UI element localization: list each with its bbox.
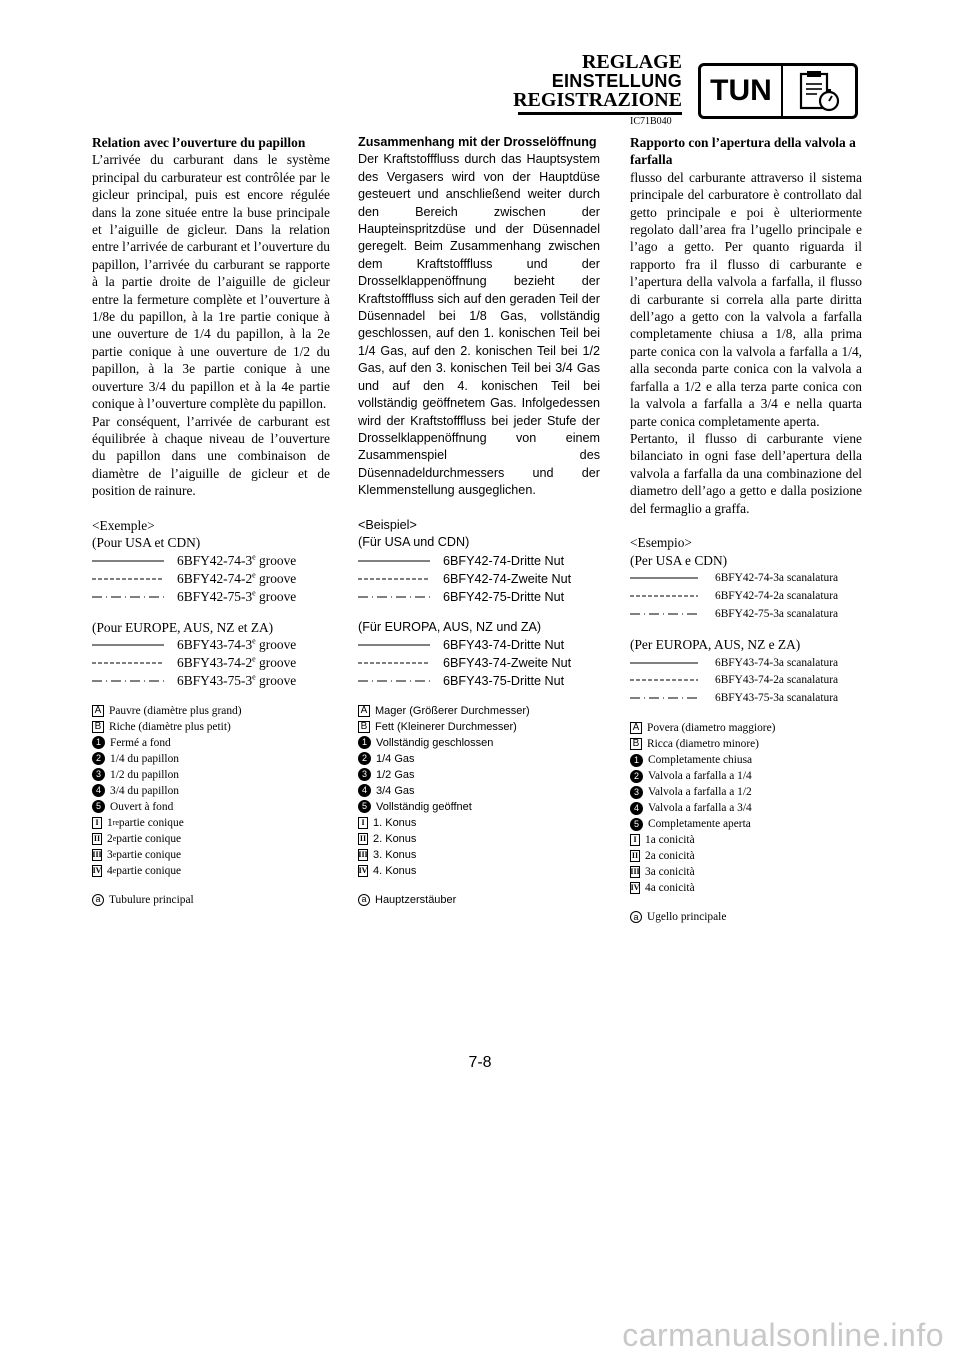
key-marker: III <box>358 849 368 859</box>
section-code: TUN <box>701 66 783 116</box>
legend-row <box>358 588 600 606</box>
key-marker: 1 <box>358 736 371 749</box>
legend-row <box>92 654 330 672</box>
key-item: 5 Completamente aperta <box>630 816 862 832</box>
solid-line-icon <box>358 559 430 563</box>
clipboard-stopwatch-icon <box>783 66 855 116</box>
key-item: II 2a conicità <box>631 850 695 863</box>
key-item: 1 Completamente chiusa <box>630 752 862 768</box>
legend-row <box>630 672 862 690</box>
header-rule <box>518 112 682 115</box>
legend-row <box>630 689 862 707</box>
key-marker: a <box>92 894 104 906</box>
body-paragraph: L’arrivée du carburant dans le système principal du carburateur est contrôlée par le gicleur principal, puis est encore régulée dans la zone située entre la buse principale et l’aiguille de gicleur. Dans la relation entre l’arrivée de carburant et l’ouverture du papillon, l’arrivée du carburant se rapporte à la partie droite de l’aiguille de gicleur entre la fermeture complète et l’ouverture à 1/8e du papillon, à la 1re partie conique à une ouverture de 1/4 du papillon, à la 2e partie conique à une ouverture de 1/2 du papillon, à la 3e partie conique à une ouverture 3/4 du papillon et à la 4e partie conique à l’ouverture complète du papillon. <box>92 152 330 412</box>
legend-row <box>92 636 330 654</box>
legend-row <box>92 672 330 690</box>
legend-text: 6BFY43-74-2e groove <box>177 654 297 670</box>
legend-row <box>630 570 862 588</box>
key-item: B Fett (Kleinerer Durchmesser) <box>358 719 600 735</box>
key-item: 2 1/4 du papillon <box>92 751 330 767</box>
body-paragraph: Der Kraftstofffluss durch das Hauptsystem des Vergasers wird von der Hauptdüse gesteuert und anschließend weiter durch den Bereich zwischen der Haupteinspritzdüse und der Düsennadel geregelt. Beim Zusammenhang zwischen dem Kraftstofffluss und der Drosselklappenöffnung bezieht der Kraftstofffluss sich auf den geraden Teil der Düsennadel bei 1/8 Gas, vollständig geschlossen, auf den 1. konischen Teil bei 1/4 Gas, auf den 2. konischen Teil bei 1/2 Gas, auf den 3. konischen Teil bei 3/4 Gas und auf den 4. konischen Teil bei vollständig geöffnetem Gas. Infolgedessen wird der Kraftstofffluss bei jeder Stufe der Drosselklappenöffnung von einem Zusammenspiel des Düsennadeldurchmessers und der Klemmenstellung ausgeglichen. <box>358 152 600 498</box>
key-item: B Riche (diamètre plus petit) <box>92 719 330 735</box>
dashed-line-icon <box>92 661 164 665</box>
legend-text: 6BFY42-74-Zweite Nut <box>443 571 572 586</box>
key-marker: II <box>359 833 367 843</box>
dashed-line-icon <box>92 577 164 581</box>
key-item: a Tubulure principal <box>92 892 330 908</box>
key-marker: 4 <box>630 802 643 815</box>
header-title-de: EINSTELLUNG <box>551 71 682 91</box>
key-marker: 5 <box>358 800 371 813</box>
key-marker: A <box>630 722 642 734</box>
column-german <box>358 134 600 908</box>
example-label: <Beispiel> <box>358 517 417 532</box>
key-marker: IV <box>358 865 368 875</box>
dashed-line-icon <box>630 594 702 598</box>
key-item: 1 Vollständig geschlossen <box>358 735 600 751</box>
legend-text: 6BFY42-75-3a scanalatura <box>715 608 839 621</box>
key-marker: 4 <box>92 784 105 797</box>
key-item: IV 4. Konus <box>358 864 417 877</box>
dash-dot-line-icon <box>630 696 702 700</box>
key-marker: 2 <box>92 752 105 765</box>
legend-text: 6BFY42-74-2a scanalatura <box>715 590 839 603</box>
key-marker: 4 <box>358 784 371 797</box>
legend-row <box>92 588 330 606</box>
key-item: 1 Fermé a fond <box>92 735 330 751</box>
region-title: (Per EUROPA, AUS, NZ e ZA) <box>630 636 801 652</box>
dash-dot-line-icon <box>630 612 702 616</box>
section-heading: Rapporto con l’apertura della valvola a farfalla <box>630 135 856 168</box>
key-marker: 2 <box>358 752 371 765</box>
legend-text: 6BFY43-75-3e groove <box>177 672 297 688</box>
legend-row <box>358 552 600 570</box>
section-heading: Relation avec l’ouverture du papillon <box>92 135 306 150</box>
key-item: a Hauptzerstäuber <box>358 892 600 908</box>
legend-text: 6BFY42-75-Dritte Nut <box>443 589 565 604</box>
legend-text: 6BFY42-74-3e groove <box>177 552 297 569</box>
legend-text: 6BFY43-74-3e groove <box>177 636 297 653</box>
key-marker: I <box>630 834 640 846</box>
region-title: (Pour USA et CDN) <box>92 535 201 551</box>
dashed-line-icon <box>358 577 430 581</box>
key-item: A Pauvre (diamètre plus grand) <box>92 703 330 719</box>
section-tab <box>698 63 858 119</box>
dashed-line-icon <box>358 661 430 665</box>
key-item: 2 1/4 Gas <box>358 751 600 767</box>
legend-row <box>630 587 862 605</box>
section-heading: Zusammenhang mit der Drosselöffnung <box>358 135 597 149</box>
key-item: I 1a conicità <box>630 832 862 848</box>
legend-text: 6BFY42-74-Dritte Nut <box>443 554 565 569</box>
key-marker: B <box>630 738 642 750</box>
legend-row <box>358 654 600 672</box>
key-item: 3 1/2 Gas <box>358 767 600 783</box>
key-marker: I <box>358 817 368 829</box>
legend-row <box>92 552 330 570</box>
key-marker: 1 <box>630 754 643 767</box>
legend-text: 6BFY43-74-Zweite Nut <box>443 656 572 670</box>
key-item: 2 Valvola a farfalla a 1/4 <box>630 768 862 784</box>
key-marker: A <box>358 705 370 717</box>
key-marker: a <box>358 894 370 906</box>
key-marker: 1 <box>92 736 105 749</box>
key-item: IV 4 e partie conique <box>92 864 182 877</box>
key-marker: II <box>93 833 101 843</box>
page-number: 7-8 <box>468 1054 492 1071</box>
key-marker: B <box>92 721 104 733</box>
solid-line-icon <box>630 661 702 665</box>
dash-dot-line-icon <box>92 595 164 599</box>
header-titles <box>513 52 682 110</box>
legend-text: 6BFY42-74-2e groove <box>177 570 297 586</box>
legend-text: 6BFY43-74-2a scanalatura <box>715 674 839 687</box>
legend-text: 6BFY43-74-3a scanalatura <box>715 656 839 669</box>
key-marker: A <box>92 705 104 717</box>
key-item: 4 Valvola a farfalla a 3/4 <box>630 800 862 816</box>
legend-row <box>358 570 600 588</box>
key-item: A Mager (Größerer Durchmesser) <box>358 703 600 719</box>
legend-row <box>92 570 330 588</box>
dash-dot-line-icon <box>358 679 430 683</box>
key-marker: III <box>630 867 640 877</box>
key-item: 4 3/4 Gas <box>358 783 600 799</box>
key-marker: 5 <box>92 800 105 813</box>
key-marker: III <box>92 849 102 859</box>
body-paragraph: flusso del carburante attraverso il sistema principale del carburatore è controllato dal getto principale e poi è ulteriormente regolato dall’area fra l’ugello principale e l’ago a getto. Per quanto riguarda il rapporto fra il flusso di carburante e l’apertura della valvola a farfalla, il flusso di carburante si correla alla parte diritta dell’ago a getto con la valvola a farfalla completamente chiusa a 1/8, alla prima parte conica con la valvola a farfalla a 1/4, alla seconda parte conica con la valvola a farfalla a 1/2 e alla terza parte conica con la valvola a farfalla a 3/4 e nella quarta parte conica completamente aperta. <box>630 169 862 429</box>
body-paragraph: Pertanto, il flusso di carburante viene bilanciato in ogni fase dell’apertura della valvola a farfalla da una combinazione del diametro dell’ago a getto e dalla posizione del fermaglio a graffa. <box>630 430 862 516</box>
key-marker: 3 <box>358 768 371 781</box>
legend-text: 6BFY43-75-3a scanalatura <box>715 692 839 705</box>
legend-row <box>358 672 600 690</box>
key-item: I 1 re partie conique <box>92 815 330 831</box>
key-marker: 2 <box>630 770 643 783</box>
key-item: 5 Vollständig geöffnet <box>358 799 600 815</box>
key-item: II 2 e partie conique <box>93 832 182 845</box>
dash-dot-line-icon <box>92 679 164 683</box>
solid-line-icon <box>92 559 164 563</box>
key-item: 4 3/4 du papillon <box>92 783 330 799</box>
key-item: a Ugello principale <box>630 909 862 925</box>
key-marker: I <box>92 817 102 829</box>
key-item: III 3. Konus <box>358 848 417 861</box>
example-label: <Exemple> <box>92 517 155 533</box>
legend-text: 6BFY43-74-Dritte Nut <box>443 638 565 653</box>
region-title: (Per USA e CDN) <box>630 552 728 568</box>
key-marker: 3 <box>630 786 643 799</box>
region-title: (Für USA und CDN) <box>358 535 470 550</box>
key-item: II 2. Konus <box>359 832 417 845</box>
watermark: carmanualsonline.info <box>622 1317 944 1353</box>
example-label: <Esempio> <box>630 534 692 550</box>
key-item: A Povera (diametro maggiore) <box>630 720 862 736</box>
region-title: (Für EUROPA, AUS, NZ und ZA) <box>358 619 542 634</box>
key-marker: IV <box>630 883 640 893</box>
dash-dot-line-icon <box>358 595 430 599</box>
solid-line-icon <box>630 576 702 580</box>
legend-row <box>630 654 862 672</box>
key-marker: II <box>631 851 639 861</box>
column-french <box>92 134 330 908</box>
solid-line-icon <box>92 643 164 647</box>
legend-text: 6BFY43-75-Dritte Nut <box>443 673 565 688</box>
key-item: 3 1/2 du papillon <box>92 767 330 783</box>
key-item: IV 4a conicità <box>630 882 695 895</box>
region-title: (Pour EUROPE, AUS, NZ et ZA) <box>92 619 274 635</box>
key-item: III 3a conicità <box>630 866 695 879</box>
solid-line-icon <box>358 643 430 647</box>
legend-row <box>358 636 600 654</box>
dashed-line-icon <box>630 678 702 682</box>
key-marker: 3 <box>92 768 105 781</box>
legend-text: 6BFY42-75-3e groove <box>177 588 297 604</box>
legend-text: 6BFY42-74-3a scanalatura <box>715 572 839 585</box>
header-title-it: REGISTRAZIONE <box>513 89 682 111</box>
body-paragraph: Par conséquent, l’arrivée de carburant est équilibrée à chaque niveau de l’ouverture du papillon dans une combinaison de diamètre de l’aiguille de gicleur et de position de rainure. <box>92 413 330 499</box>
key-item: I 1. Konus <box>358 815 600 831</box>
legend-row <box>630 605 862 623</box>
key-item: 3 Valvola a farfalla a 1/2 <box>630 784 862 800</box>
key-marker: a <box>630 911 642 923</box>
key-item: III 3 e partie conique <box>92 848 182 861</box>
reference-code: IC71B040 <box>630 116 672 127</box>
column-italian <box>630 134 862 925</box>
header-title-fr: REGLAGE <box>581 51 682 73</box>
key-item: 5 Ouvert à fond <box>92 799 330 815</box>
key-item: B Ricca (diametro minore) <box>630 736 862 752</box>
key-marker: B <box>358 721 370 733</box>
key-marker: 5 <box>630 818 643 831</box>
key-marker: IV <box>92 865 102 875</box>
